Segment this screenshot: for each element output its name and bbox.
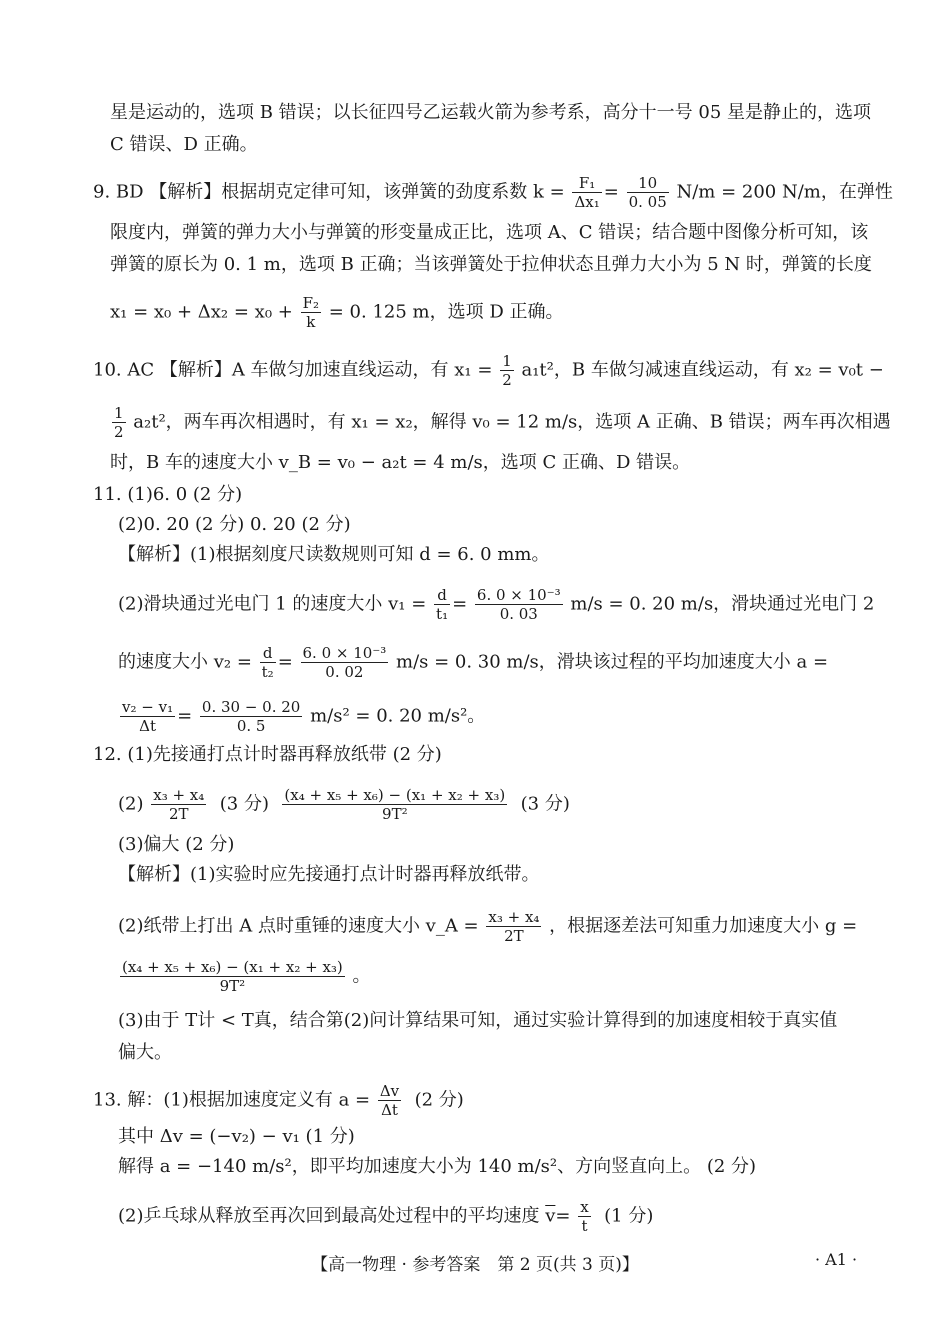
text: m/s = 0. 30 m/s，滑块该过程的平均加速度大小 a = bbox=[396, 651, 829, 673]
text: (2) bbox=[118, 793, 144, 815]
denominator: Δx₁ bbox=[574, 193, 600, 211]
text: 10. AC 【解析】A 车做匀加速直线运动，有 x₁ = bbox=[93, 359, 493, 381]
q13-line-4 bbox=[118, 1198, 653, 1235]
q13-line-1 bbox=[93, 1082, 464, 1119]
v-bar: $\overline{v}$ bbox=[545, 1205, 556, 1227]
text: ，根据逐差法可知重力加速度大小 g = bbox=[549, 915, 858, 937]
text: m/s² = 0. 20 m/s²。 bbox=[310, 705, 486, 727]
text: (2)滑块通过光电门 1 的速度大小 v₁ = bbox=[118, 593, 427, 615]
fraction bbox=[151, 786, 206, 823]
q11-line-4: (2)滑块通过光电门 1 的速度大小 v₁ = $\frac{d}{\text{t₁}}$ = $\frac{\text{6. 0 × 10⁻³}}{0. 03}$ m/s = 0. 20 m/s，滑块通过光电门 2 bbox=[118, 586, 875, 623]
text-line: 11. (1)6. 0 (2 分) bbox=[93, 484, 243, 505]
fraction bbox=[627, 174, 669, 211]
denominator: 0. 02 bbox=[325, 663, 364, 681]
q9-line-4 bbox=[110, 294, 563, 331]
denominator: 9T² bbox=[219, 977, 246, 995]
page-footer bbox=[0, 1250, 950, 1275]
q12-line-5 bbox=[118, 908, 857, 945]
numerator: Δv bbox=[379, 1082, 400, 1100]
numerator: d bbox=[260, 644, 276, 663]
denominator: t bbox=[581, 1217, 588, 1235]
text: x₁ = x₀ + Δx₂ = x₀ + bbox=[110, 301, 293, 323]
text: N/m = 200 N/m，在弹性 bbox=[676, 181, 893, 203]
text-line: (3)偏大 (2 分) bbox=[118, 834, 235, 855]
q11-line-5: 的速度大小 v₂ = $\frac{d}{\text{t₂}}$ = $\frac{\text{6. 0 × 10⁻³}}{0. 02}$ m/s = 0. 30 m/s，滑块该过程的平均加速度大小 a = bbox=[118, 644, 829, 681]
q12-line-2 bbox=[118, 786, 570, 823]
numerator: 1 bbox=[502, 352, 512, 370]
q10-line-1 bbox=[93, 352, 884, 389]
denominator: 9T² bbox=[382, 805, 408, 823]
text-line: 星是运动的，选项 B 错误；以长征四号乙运载火箭为参考系，高分十一号 05 星是静止的，选项 bbox=[110, 102, 872, 123]
text-line: (3)由于 T计 < T真，结合第(2)问计算结果可知，通过实验计算得到的加速度相较于真实值 bbox=[118, 1010, 838, 1031]
numerator: 6. 0 × 10⁻³ bbox=[302, 644, 387, 662]
fraction bbox=[260, 644, 276, 681]
q10-line-2 bbox=[110, 404, 891, 441]
fraction bbox=[572, 174, 601, 211]
numerator: x₃ + x₄ bbox=[153, 786, 205, 804]
q11-line-6: $\frac{\text{v₂ − v₁}}{\Delta t}$ = $\frac{0. 30 - 0. 20}{0. 5}$ m/s² = 0. 20 m/s²。 bbox=[122, 698, 486, 735]
footer-mark: · A1 · bbox=[815, 1250, 858, 1269]
text: a₂t²，两车再次相遇时，有 x₁ = x₂，解得 v₀ = 12 m/s，选项 A 正确、B 错误；两车再次相遇 bbox=[133, 411, 891, 433]
denominator: 2T bbox=[168, 805, 189, 823]
text-line: 限度内，弹簧的弹力大小与弹簧的形变量成正比，选项 A、C 错误；结合题中图像分析可知，该 bbox=[110, 222, 869, 243]
fraction bbox=[378, 1082, 401, 1119]
denominator: t₁ bbox=[436, 605, 449, 623]
denominator: 2T bbox=[504, 927, 524, 945]
denominator: 2 bbox=[114, 423, 124, 441]
text-line: (2)0. 20 (2 分) 0. 20 (2 分) bbox=[118, 514, 351, 535]
fraction bbox=[578, 1198, 590, 1235]
fraction bbox=[301, 644, 389, 681]
numerator: v₂ − v₁ bbox=[122, 698, 174, 716]
text: (2)乒乓球从释放至再次回到最高处过程中的平均速度 bbox=[118, 1205, 540, 1227]
text: m/s = 0. 20 m/s，滑块通过光电门 2 bbox=[570, 593, 875, 615]
fraction bbox=[282, 786, 507, 823]
q9-line-1: 9. BD 【解析】根据胡克定律可知，该弹簧的劲度系数 k = $\frac{\text{F₁}}{\text{Δx₁}}$ = $\frac{10}{0. 05}$ N/m = 200 N/m，在弹性 bbox=[93, 174, 893, 211]
text: (1 分) bbox=[604, 1205, 654, 1227]
denominator: k bbox=[306, 313, 316, 331]
numerator: 6. 0 × 10⁻³ bbox=[476, 586, 561, 604]
numerator: 10 bbox=[627, 174, 669, 193]
text: 9. BD 【解析】根据胡克定律可知，该弹簧的劲度系数 k = bbox=[93, 181, 565, 203]
text-line: 12. (1)先接通打点计时器再释放纸带 (2 分) bbox=[93, 744, 442, 765]
denominator: 0. 05 bbox=[628, 193, 667, 211]
text-line: 偏大。 bbox=[118, 1042, 172, 1063]
text-line: C 错误、D 正确。 bbox=[110, 134, 258, 155]
text: (3 分) bbox=[219, 793, 269, 815]
numerator: x₃ + x₄ bbox=[488, 908, 540, 926]
text: (2 分) bbox=[414, 1089, 464, 1111]
fraction bbox=[120, 698, 175, 735]
text-line: 时，B 车的速度大小 v_B = v₀ − a₂t = 4 m/s，选项 C 正确、D 错误。 bbox=[110, 452, 691, 473]
numerator: x bbox=[580, 1198, 589, 1216]
denominator: 2 bbox=[502, 371, 512, 389]
text: 。 bbox=[352, 965, 371, 987]
numerator: (x₄ + x₅ + x₆) − (x₁ + x₂ + x₃) bbox=[284, 786, 506, 804]
q12-line-6 bbox=[118, 958, 371, 995]
text-line: 弹簧的原长为 0. 1 m，选项 B 正确；当该弹簧处于拉伸状态且弹力大小为 5 N 时，弹簧的长度 bbox=[110, 254, 872, 275]
text: 的速度大小 v₂ = bbox=[118, 651, 252, 673]
text: (2)纸带上打出 A 点时重锤的速度大小 v_A = bbox=[118, 915, 479, 937]
numerator: 1 bbox=[114, 404, 124, 422]
text-line: 【解析】(1)实验时应先接通打点计时器再释放纸带。 bbox=[118, 864, 540, 885]
fraction bbox=[475, 586, 563, 623]
text: = 0. 125 m，选项 D 正确。 bbox=[328, 301, 564, 323]
numerator: d bbox=[434, 586, 450, 605]
fraction bbox=[434, 586, 450, 623]
denominator: 0. 03 bbox=[499, 605, 538, 623]
denominator: Δt bbox=[381, 1101, 398, 1119]
text: = bbox=[555, 1205, 571, 1227]
numerator: (x₄ + x₅ + x₆) − (x₁ + x₂ + x₃) bbox=[122, 958, 343, 976]
text: (3 分) bbox=[520, 793, 570, 815]
fraction bbox=[120, 958, 345, 995]
fraction bbox=[486, 908, 541, 945]
fraction bbox=[301, 294, 321, 331]
numerator: F₁ bbox=[572, 174, 601, 193]
fraction bbox=[500, 352, 514, 389]
text-line: 【解析】(1)根据刻度尺读数规则可知 d = 6. 0 mm。 bbox=[118, 544, 550, 565]
denominator: Δt bbox=[139, 717, 156, 735]
numerator: F₂ bbox=[302, 294, 320, 312]
fraction bbox=[112, 404, 126, 441]
text: 13. 解：(1)根据加速度定义有 a = bbox=[93, 1089, 371, 1111]
footer-text: 【高一物理 · 参考答案 第 2 页(共 3 页)】 bbox=[311, 1255, 639, 1275]
fraction bbox=[200, 698, 302, 735]
numerator: 0. 30 − 0. 20 bbox=[201, 698, 301, 716]
text-line: 解得 a = −140 m/s²，即平均加速度大小为 140 m/s²、方向竖直向上。 (2 分) bbox=[118, 1156, 757, 1177]
denominator: t₂ bbox=[261, 663, 274, 681]
denominator: 0. 5 bbox=[236, 717, 266, 735]
text: a₁t²，B 车做匀减速直线运动，有 x₂ = v₀t − bbox=[521, 359, 884, 381]
text-line: 其中 Δv = (−v₂) − v₁ (1 分) bbox=[118, 1126, 355, 1147]
